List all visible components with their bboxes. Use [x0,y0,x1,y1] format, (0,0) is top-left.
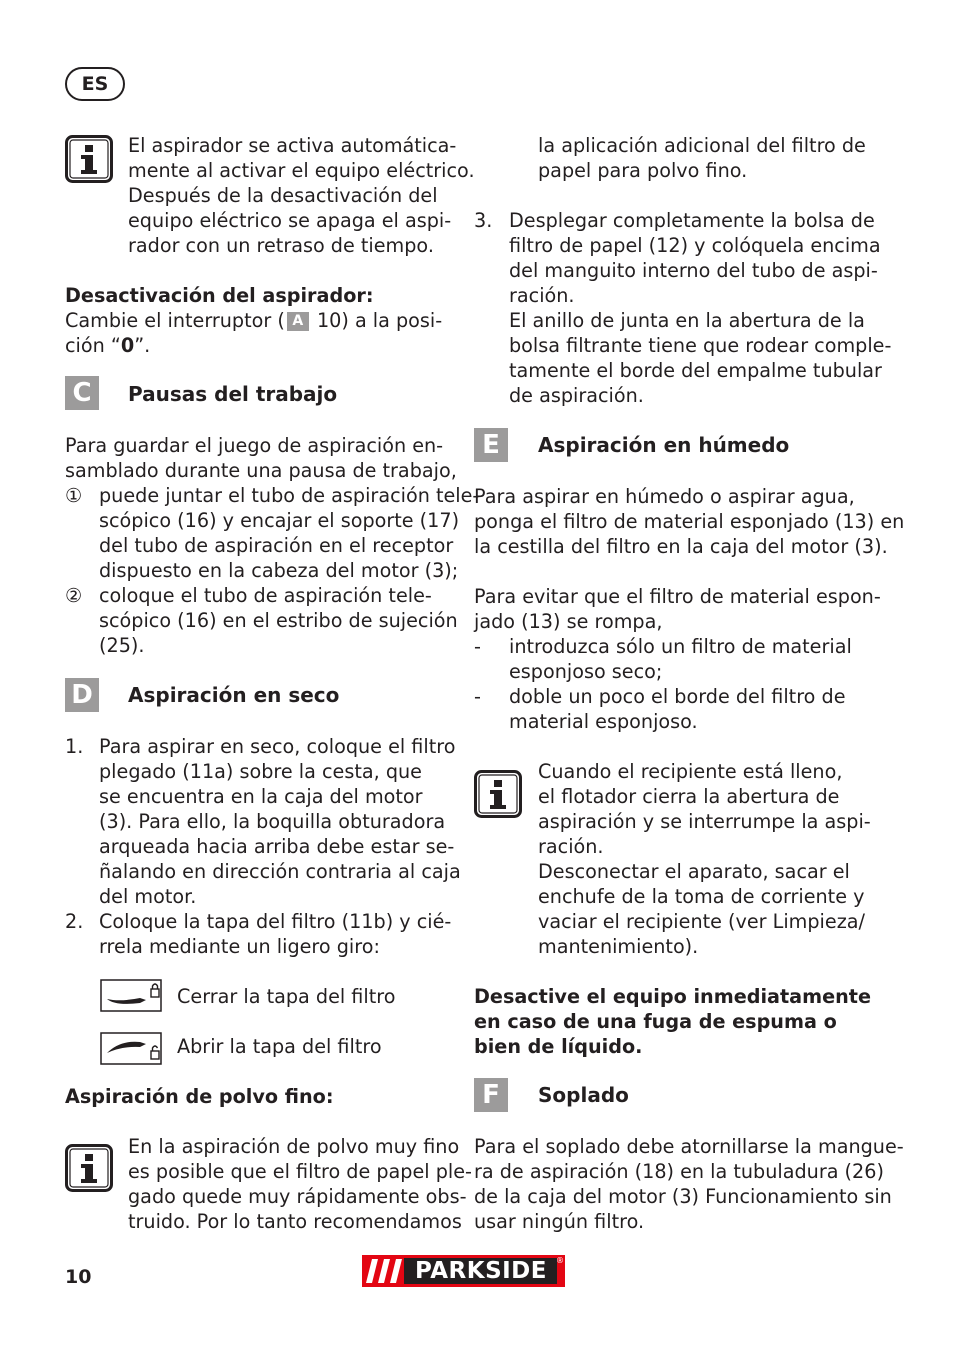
warning-text-line: en caso de una fuga de espuma o [474,1010,837,1033]
list-number: 2. [65,910,84,933]
paragraph-line: la cestilla del filtro en la caja del motor (3). [474,535,888,558]
paragraph-line: de la caja del motor (3) Funcionamiento sin [474,1185,892,1208]
list-item-line: El anillo de junta en la abertura de la [509,309,865,332]
switch-badge: A [287,312,309,331]
list-item-line: del manguito interno del tubo de aspi- [509,259,878,282]
list-item-line: tamente el borde del empalme tubular [509,359,882,382]
paragraph-line: papel para polvo fino. [538,159,748,182]
close-lid-label: Cerrar la tapa del filtro [177,985,396,1008]
warning-text-line: Desactive el equipo inmediatamente [474,985,871,1008]
list-item-line: (25). [99,634,145,657]
section-letter-f: F [474,1078,508,1112]
paragraph-line: usar ningún filtro. [474,1210,645,1233]
list-item-line: ñalando en dirección contraria al caja [99,860,461,883]
list-item-line: filtro de papel (12) y colóquela encima [509,234,881,257]
info-text-line: es posible que el filtro de papel ple- [128,1160,472,1183]
section-title-wet: Aspiración en húmedo [538,433,790,457]
list-item-line: del motor. [99,885,197,908]
list-number: 3. [474,209,493,232]
deactivation-text: Cambie el interruptor ( A 10) a la posi- [65,309,443,332]
info-text-line: aspiración y se interrumpe la aspi- [538,810,871,833]
list-item-line: bolsa filtrante tiene que rodear comple- [509,334,892,357]
info-text-line: mente al activar el equipo eléctrico. [128,159,475,182]
page-number: 10 [65,1266,92,1288]
paragraph-line: jado (13) se rompa, [474,610,663,633]
list-item-line: scópico (16) en el estribo de sujeción [99,609,458,632]
list-item-line: material esponjoso. [509,710,698,733]
list-item-line: doble un poco el borde del filtro de [509,685,846,708]
list-item-line: plegado (11a) sobre la cesta, que [99,760,422,783]
paragraph-line: Para el soplado debe atornillarse la mangue- [474,1135,904,1158]
registered-mark: ® [556,1256,564,1265]
dash-marker: - [474,635,481,658]
info-text-line: En la aspiración de polvo muy fino [128,1135,460,1158]
info-text-line: Desconectar el aparato, sacar el [538,860,850,883]
open-lid-label: Abrir la tapa del filtro [177,1035,382,1058]
list-item-line: Desplegar completamente la bolsa de [509,209,875,232]
paragraph-line: ponga el filtro de material esponjado (13) en [474,510,905,533]
info-text-line: truido. Por lo tanto recomendamos [128,1210,462,1233]
list-item-line: arqueada hacia arriba debe estar se- [99,835,455,858]
list-item-line: del tubo de aspiración en el receptor [99,534,454,557]
info-icon [65,1144,113,1192]
paragraph-line: Para aspirar en húmedo o aspirar agua, [474,485,855,508]
section-letter-c: C [65,376,99,410]
info-icon [65,135,113,183]
list-item-line: coloque el tubo de aspiración tele- [99,584,432,607]
step-marker-1: ① [65,484,83,507]
step-marker-2: ② [65,584,83,607]
info-text-line: vaciar el recipiente (ver Limpieza/ [538,910,865,933]
list-item-line: puede juntar el tubo de aspiración tele- [99,484,480,507]
list-number: 1. [65,735,84,758]
section-title-blowing: Soplado [538,1083,629,1107]
section-title-breaks: Pausas del trabajo [128,382,338,406]
list-item-line: ración. [509,284,575,307]
list-item-line: dispuesto en la cabeza del motor (3); [99,559,459,582]
info-icon [474,770,522,818]
paragraph-line: la aplicación adicional del filtro de [538,134,866,157]
info-text-line: El aspirador se activa automática- [128,134,457,157]
warning-text-line: bien de líquido. [474,1035,643,1058]
list-item-line: Coloque la tapa del filtro (11b) y cié- [99,910,452,933]
info-text-line: equipo eléctrico se apaga el aspi- [128,209,452,232]
section-letter-d: D [65,678,99,712]
parkside-logo [362,1255,565,1287]
list-item-line: (3). Para ello, la boquilla obturadora [99,810,446,833]
section-letter-e: E [474,428,508,462]
list-item-line: de aspiración. [509,384,644,407]
paragraph-line: samblado durante una pausa de trabajo, [65,459,457,482]
fine-dust-heading: Aspiración de polvo fino: [65,1085,334,1108]
info-text-line: ración. [538,835,604,858]
list-item-line: rrela mediante un ligero giro: [99,935,380,958]
info-text-line: el flotador cierra la abertura de [538,785,840,808]
list-item-line: introduzca sólo un filtro de material [509,635,852,658]
info-text-line: Cuando el recipiente está lleno, [538,760,843,783]
section-title-dry: Aspiración en seco [128,683,340,707]
paragraph-line: Para evitar que el filtro de material espon- [474,585,881,608]
info-text-line: Después de la desactivación del [128,184,438,207]
dash-marker: - [474,685,481,708]
logo-slashes-icon [366,1259,406,1283]
deactivation-text: ción “0”. [65,334,151,357]
paragraph-line: ra de aspiración (18) en la tubuladura (26) [474,1160,884,1183]
info-text-line: rador con un retraso de tiempo. [128,234,434,257]
paragraph-line: Para guardar el juego de aspiración en- [65,434,444,457]
list-item-line: esponjoso seco; [509,660,663,683]
deactivation-heading: Desactivación del aspirador: [65,284,374,307]
list-item-line: se encuentra en la caja del motor [99,785,423,808]
info-text-line: enchufe de la toma de corriente y [538,885,865,908]
lid-open-icon [100,1032,162,1065]
list-item-line: scópico (16) y encajar el soporte (17) [99,509,460,532]
info-text-line: mantenimiento). [538,935,699,958]
info-text-line: gado quede muy rápidamente obs- [128,1185,467,1208]
lid-close-icon [100,979,162,1012]
language-badge: ES [65,67,125,101]
list-item-line: Para aspirar en seco, coloque el filtro [99,735,456,758]
brand-name: PARKSIDE [414,1258,547,1284]
